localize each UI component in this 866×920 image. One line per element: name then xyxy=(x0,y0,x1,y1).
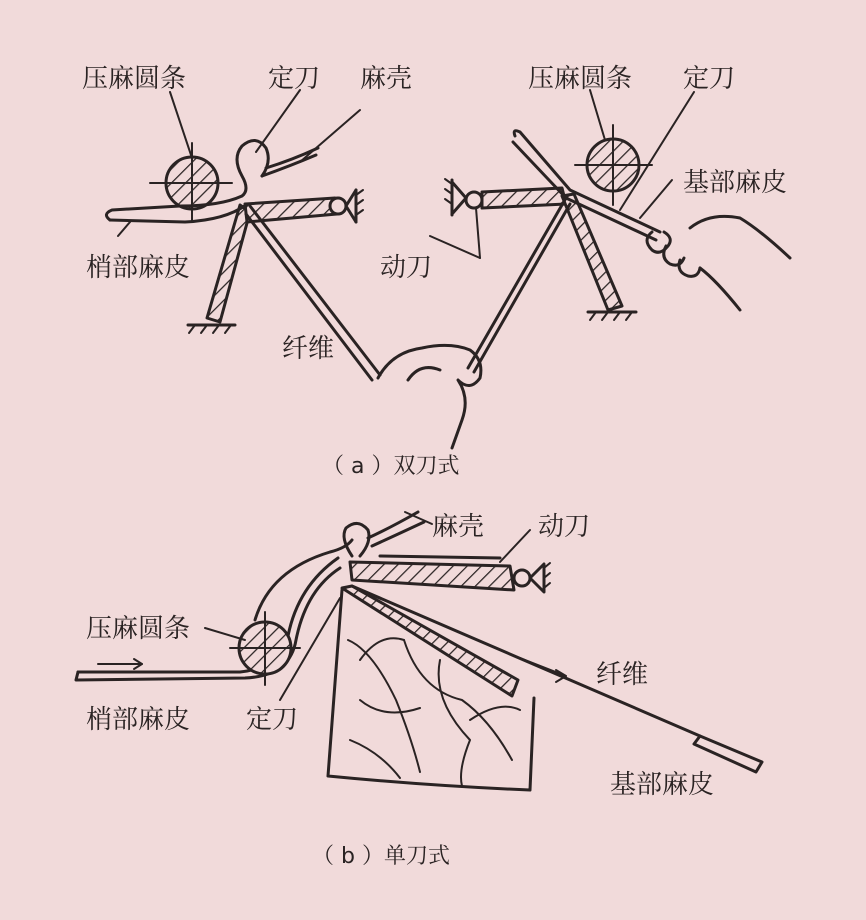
label-pressing-rod-a-right: 压麻圆条 xyxy=(528,64,633,94)
panel-b-mechanism xyxy=(76,512,762,790)
fixed-knife-a-left xyxy=(207,205,250,322)
label-fixed-knife-a-right: 定刀 xyxy=(683,64,736,94)
label-pressing-rod-b: 压麻圆条 xyxy=(86,614,191,644)
label-fiber-a: 纤维 xyxy=(282,334,335,364)
label-hemp-shell-b: 麻壳 xyxy=(432,512,485,542)
caption-b: （ b ）单刀式 xyxy=(312,844,450,869)
label-tip-bark-b: 梢部麻皮 xyxy=(86,705,191,735)
moving-knife-b xyxy=(350,562,514,590)
label-fiber-b: 纤维 xyxy=(596,660,649,690)
label-pressing-rod-a-left: 压麻圆条 xyxy=(82,64,187,94)
label-fixed-knife-a-left: 定刀 xyxy=(268,64,321,94)
label-moving-knife-a: 动刀 xyxy=(380,253,433,283)
hand-a-center xyxy=(378,345,481,448)
label-base-bark-a: 基部麻皮 xyxy=(683,168,788,198)
label-fixed-knife-b: 定刀 xyxy=(246,705,299,735)
moving-knife-a-right xyxy=(482,188,566,208)
base-bark-b xyxy=(694,736,762,772)
hemp-shell-b xyxy=(368,512,418,538)
fixed-knife-b xyxy=(342,586,518,696)
label-hemp-shell-a: 麻壳 xyxy=(360,64,413,94)
label-moving-knife-b: 动刀 xyxy=(538,512,591,542)
panel-a-right-mechanism xyxy=(445,125,790,372)
label-tip-bark-a: 梢部麻皮 xyxy=(86,253,191,283)
hand-a-right xyxy=(690,216,790,258)
label-base-bark-b: 基部麻皮 xyxy=(610,770,715,800)
caption-a: （ a ）双刀式 xyxy=(322,454,460,479)
